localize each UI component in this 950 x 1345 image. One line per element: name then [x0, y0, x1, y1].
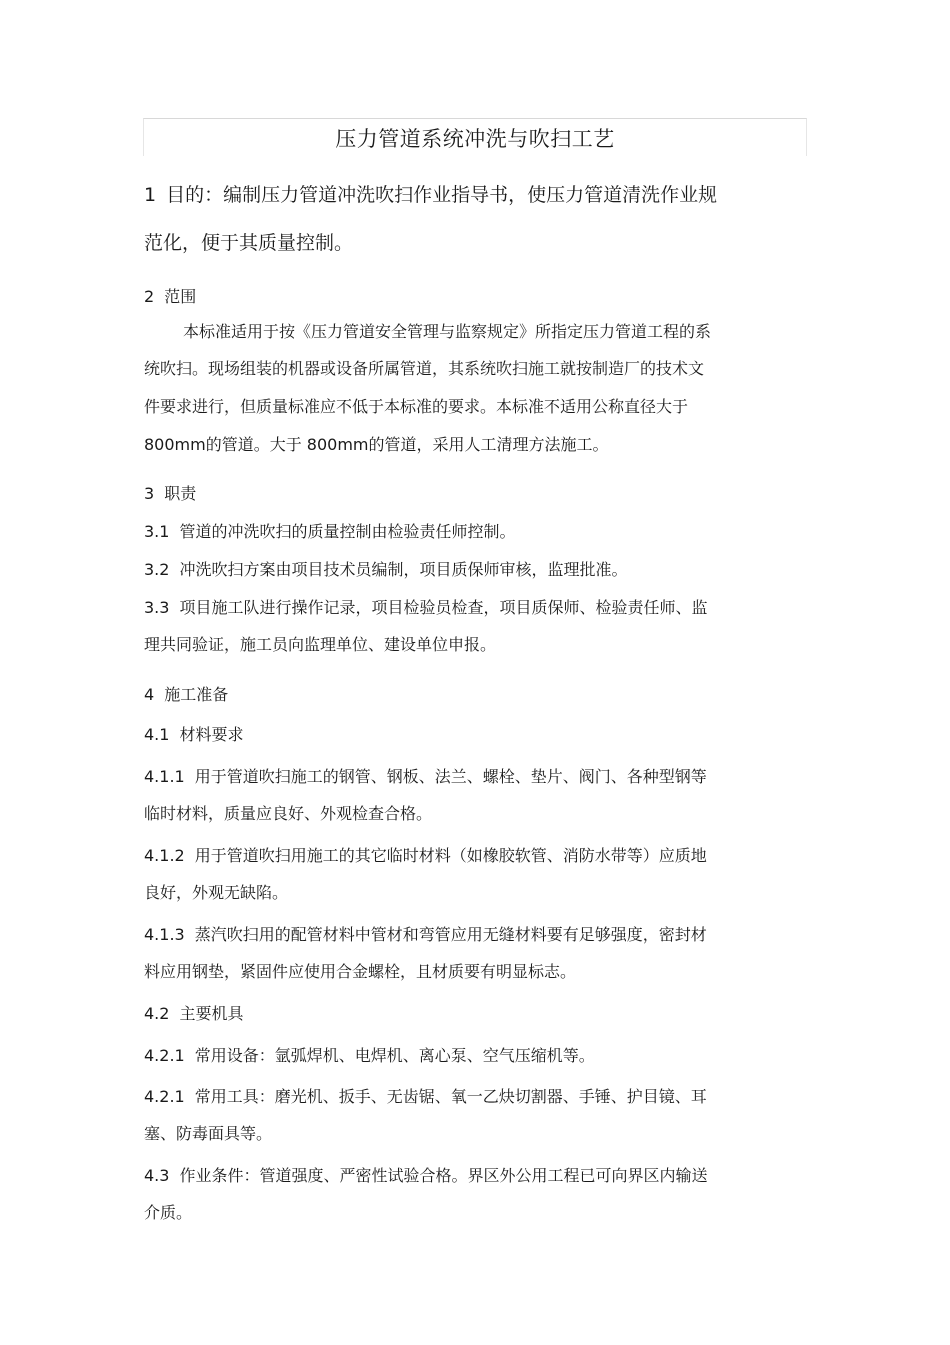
paragraph-line: 3.3 项目施工队进行操作记录，项目检验员检查，项目质保师、检验责任师、监	[144, 598, 708, 617]
section-heading: 2 范围	[144, 287, 197, 306]
title-box	[143, 118, 807, 156]
paragraph-line: 料应用钢垫，紧固件应使用合金螺栓，且材质要有明显标志。	[144, 962, 577, 981]
section-heading: 3 职责	[144, 484, 197, 503]
paragraph-line: 4.2 主要机具	[144, 1004, 244, 1023]
paragraph-line: 介质。	[144, 1203, 193, 1222]
paragraph-line: 3.1 管道的冲洗吹扫的质量控制由检验责任师控制。	[144, 522, 516, 541]
paragraph-line: 本标准适用于按《压力管道安全管理与监察规定》所指定压力管道工程的系	[183, 322, 712, 341]
paragraph-line: 4.3 作业条件：管道强度、严密性试验合格。界区外公用工程已可向界区内输送	[144, 1166, 708, 1185]
paragraph-line: 临时材料，质量应良好、外观检查合格。	[144, 804, 433, 823]
paragraph-line: 理共同验证，施工员向监理单位、建设单位申报。	[144, 635, 497, 654]
paragraph-line: 4.1.1 用于管道吹扫施工的钢管、钢板、法兰、螺栓、垫片、阀门、各种型钢等	[144, 767, 707, 786]
document-title: 压力管道系统冲洗与吹扫工艺	[335, 127, 615, 151]
paragraph-line: 4.2.1 常用工具：磨光机、扳手、无齿锯、氧一乙炔切割器、手锤、护目镜、耳	[144, 1087, 707, 1106]
paragraph-line: 4.1 材料要求	[144, 725, 244, 744]
paragraph-line: 件要求进行，但质量标准应不低于本标准的要求。本标准不适用公称直径大于	[144, 397, 689, 416]
paragraph-line: 良好，外观无缺陷。	[144, 883, 289, 902]
paragraph-line: 800mm的管道。大于 800mm的管道，采用人工清理方法施工。	[144, 435, 609, 454]
section-heading: 4 施工准备	[144, 685, 229, 704]
paragraph-line: 范化，便于其质量控制。	[144, 232, 354, 254]
paragraph-line: 1 目的：编制压力管道冲洗吹扫作业指导书，使压力管道清洗作业规	[144, 184, 718, 206]
paragraph-line: 4.2.1 常用设备：氩弧焊机、电焊机、离心泵、空气压缩机等。	[144, 1046, 595, 1065]
paragraph-line: 统吹扫。现场组装的机器或设备所属管道，其系统吹扫施工就按制造厂的技术文	[144, 359, 705, 378]
paragraph-line: 3.2 冲洗吹扫方案由项目技术员编制，项目质保师审核，监理批准。	[144, 560, 628, 579]
paragraph-line: 4.1.3 蒸汽吹扫用的配管材料中管材和弯管应用无缝材料要有足够强度，密封材	[144, 925, 707, 944]
paragraph-line: 塞、防毒面具等。	[144, 1124, 273, 1143]
paragraph-line: 4.1.2 用于管道吹扫用施工的其它临时材料（如橡胶软管、消防水带等）应质地	[144, 846, 707, 865]
